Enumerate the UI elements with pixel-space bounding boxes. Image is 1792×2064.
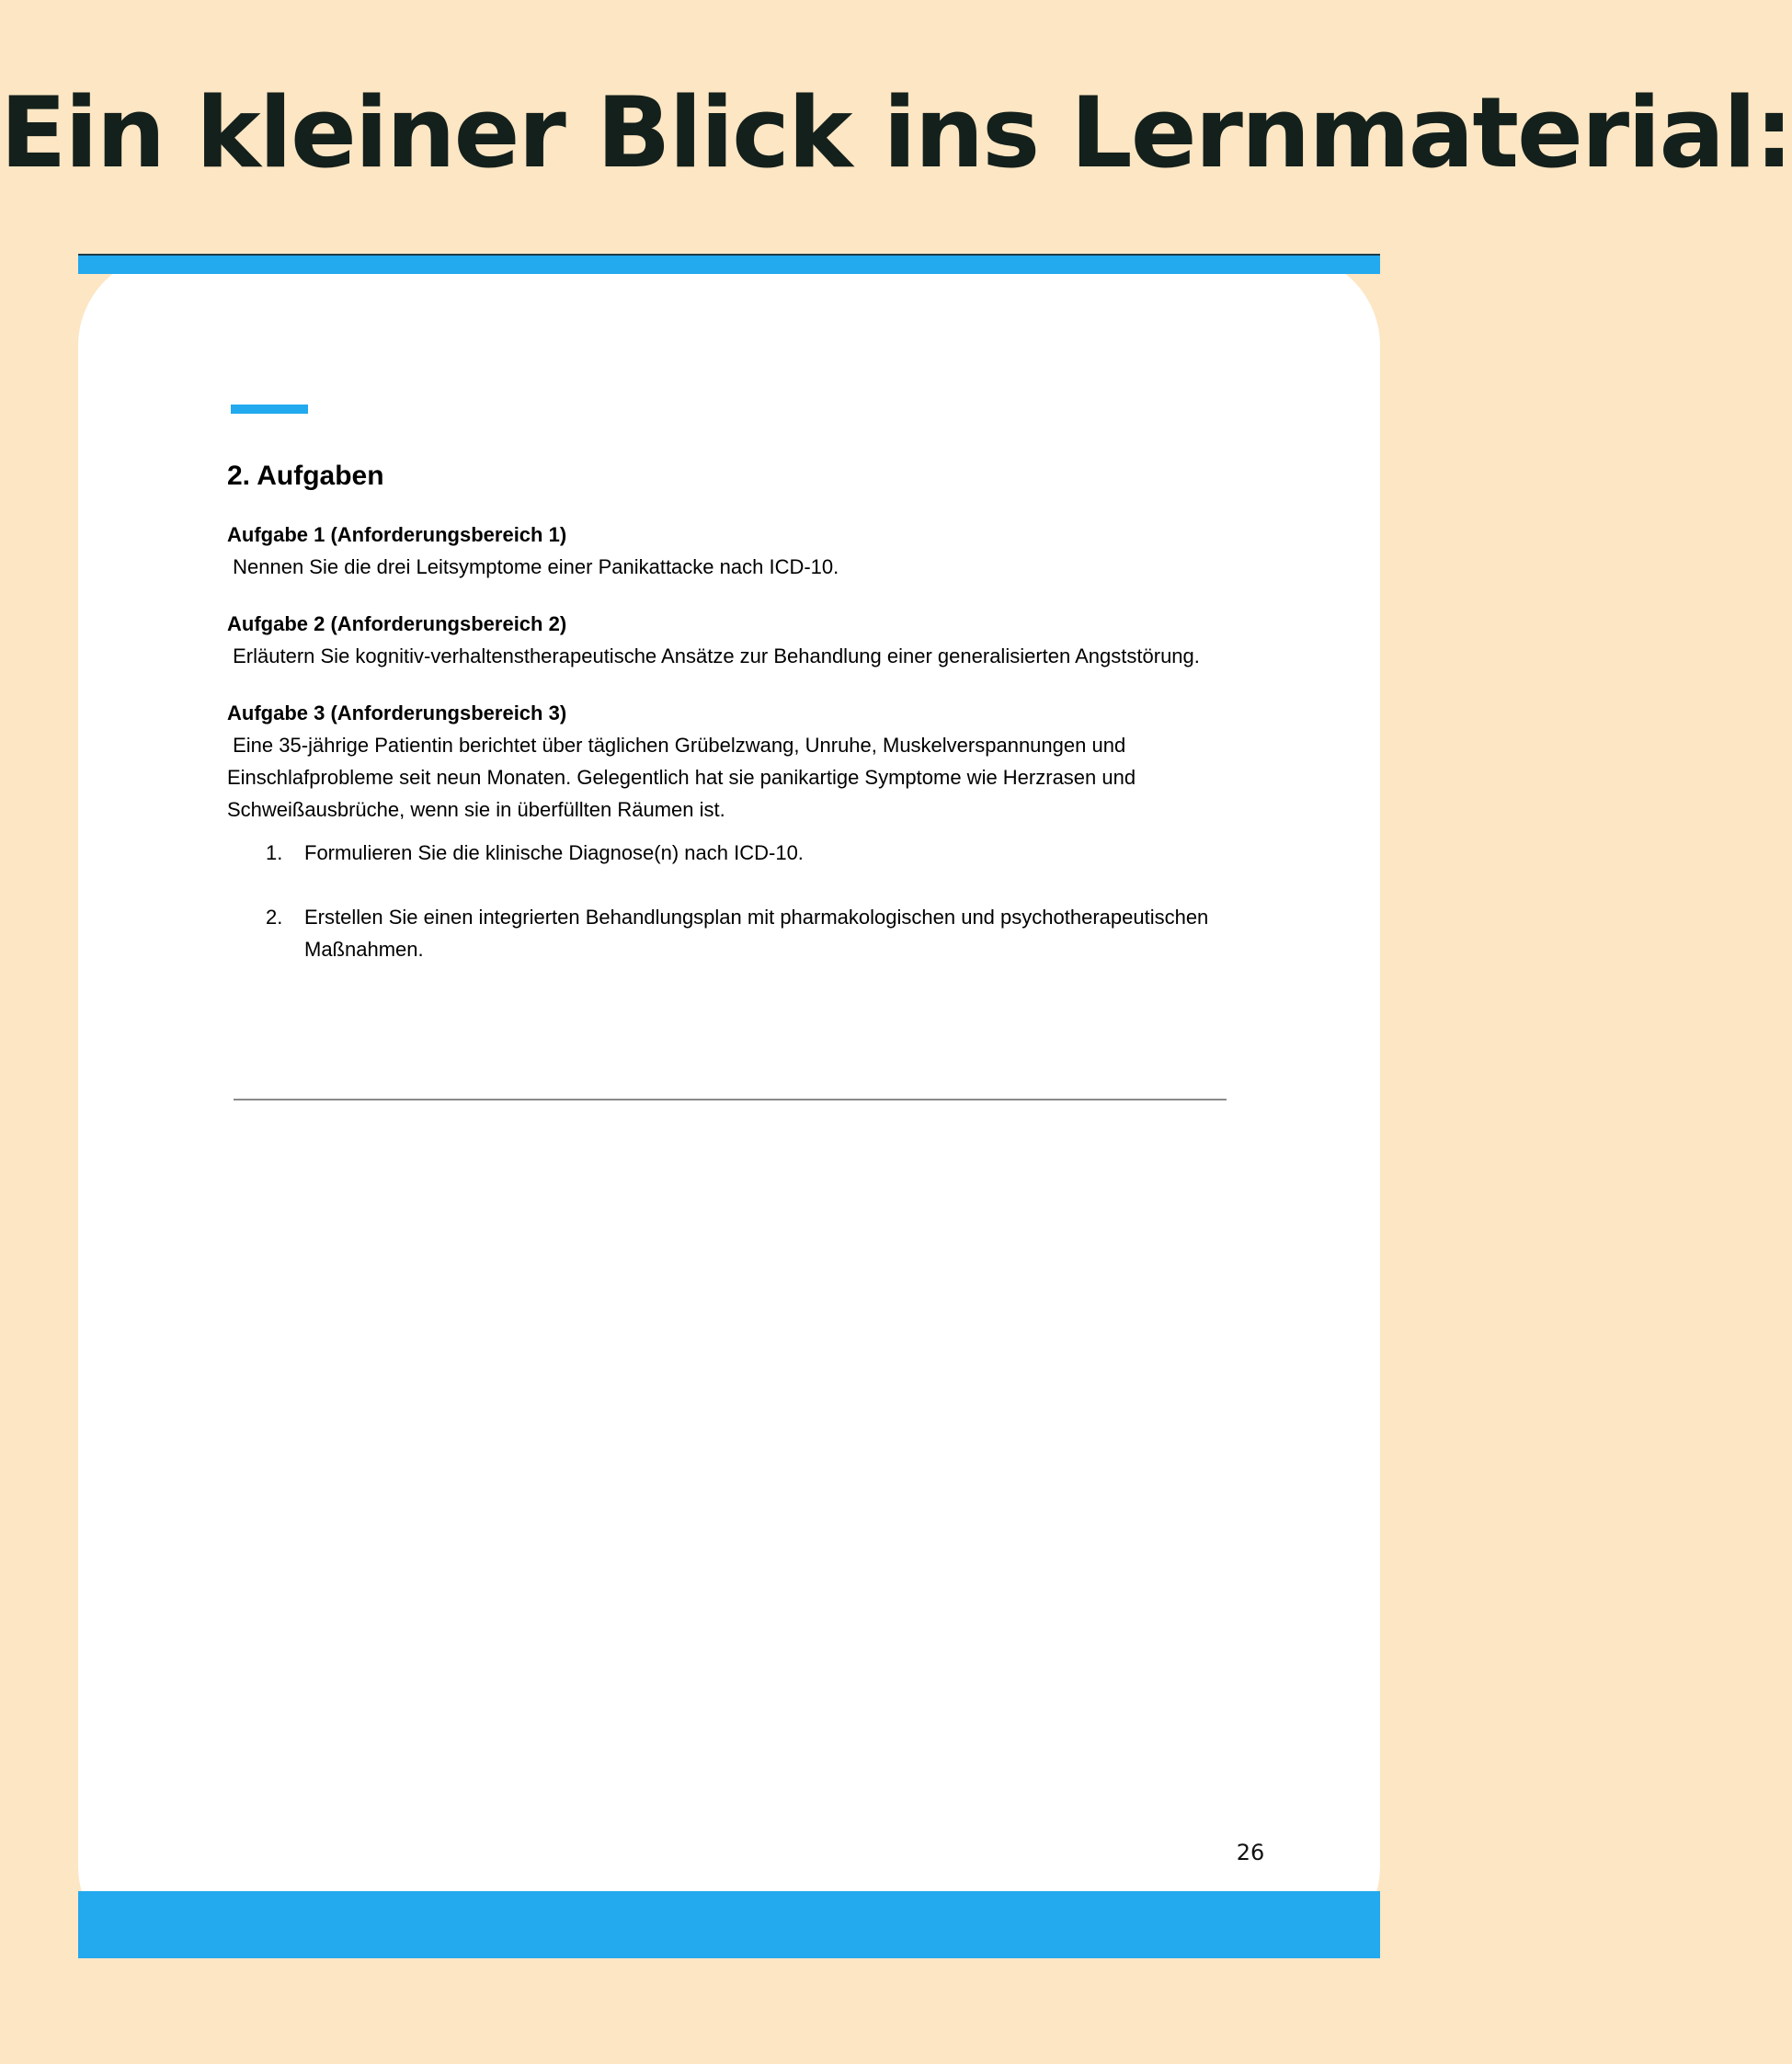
task-heading: Aufgabe 2 (Anforderungsbereich 2) [227, 612, 567, 635]
task-3 [227, 697, 1284, 965]
document-content [227, 458, 1284, 998]
task-2 [227, 608, 1284, 672]
task-3-subtasks [227, 837, 1284, 965]
list-item-text: Formulieren Sie die klinische Diagnose(n) nach ICD-10. [304, 841, 804, 864]
task-heading: Aufgabe 3 (Anforderungsbereich 3) [227, 701, 567, 724]
horizontal-divider [234, 1099, 1227, 1100]
task-text: Erläutern Sie kognitiv-verhaltenstherapeutische Ansätze zur Behandlung einer generalisierten Angststörung. [227, 644, 1200, 667]
list-item [227, 901, 1284, 965]
page-headline: Ein kleiner Blick ins Lernmaterial: [0, 76, 1792, 189]
page-number: 26 [1236, 1840, 1265, 1865]
list-item-number: 2. [266, 906, 283, 929]
task-text: Nennen Sie die drei Leitsymptome einer Panikattacke nach ICD-10. [227, 555, 839, 578]
section-accent-bar [231, 405, 308, 414]
list-item-text: Erstellen Sie einen integrierten Behandlungsplan mit pharmakologischen und psychotherapeutischen Maßnahmen. [304, 906, 1209, 961]
task-text: Eine 35-jährige Patientin berichtet über täglichen Grübelzwang, Unruhe, Muskelverspannungen und Einschlafprobleme seit neun Monaten. Gelegentlich hat sie panikartige Symptome wie Herzrasen und Schweißausbrüche, wenn sie in überfüllten Räumen ist. [227, 734, 1142, 821]
top-accent-band [78, 254, 1380, 274]
document-page-card [78, 254, 1380, 1958]
section-title: 2. Aufgaben [227, 461, 384, 491]
list-item [227, 837, 1284, 869]
bottom-accent-band [78, 1891, 1380, 1958]
task-heading: Aufgabe 1 (Anforderungsbereich 1) [227, 523, 567, 546]
task-1 [227, 519, 1284, 583]
list-item-number: 1. [266, 841, 283, 864]
